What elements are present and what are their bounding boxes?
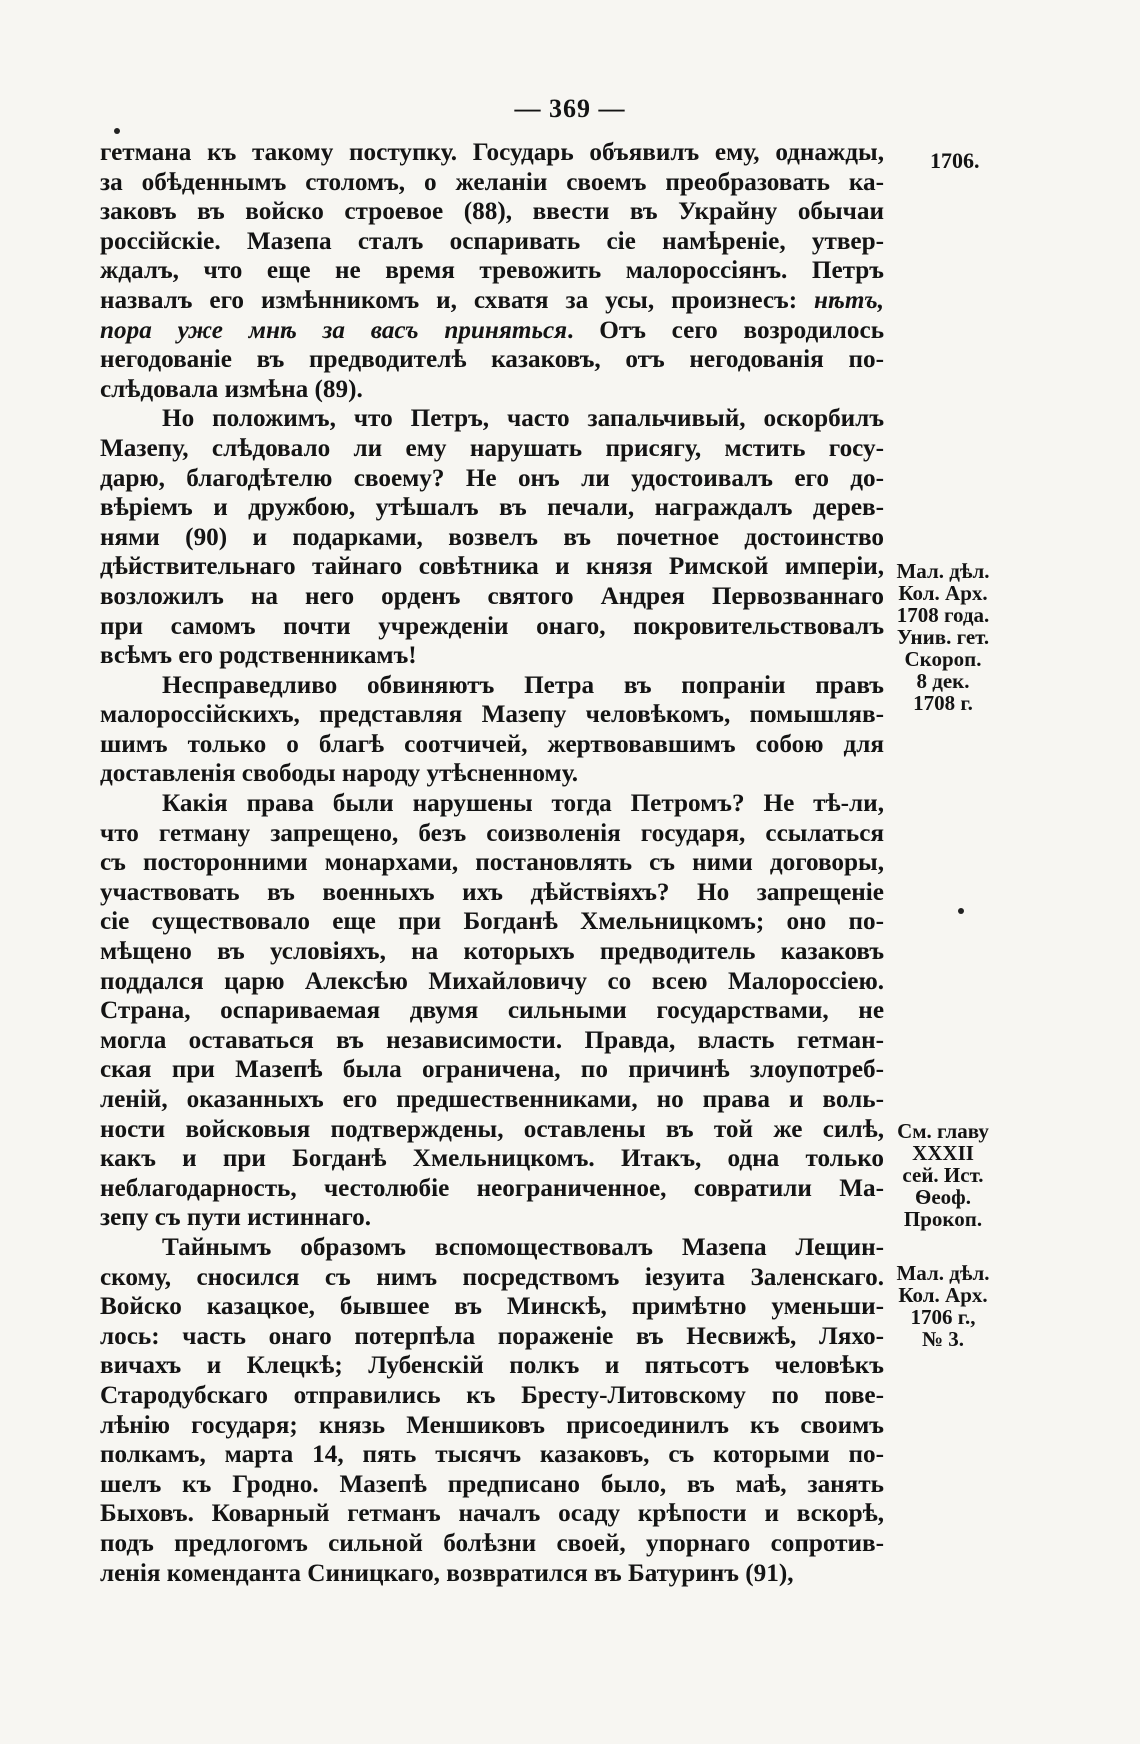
margin-note-line: Прокоп.: [903, 1207, 983, 1231]
text-line: шимъ только о благѣ соотчичей, жертвовавшимъ собою для: [100, 730, 884, 758]
text-line: Стародубскаго отправились къ Бресту-Литовскому по пове-: [100, 1381, 884, 1409]
text-line: поддался царю Алексѣю Михайловичу со всею Малороссіею.: [100, 967, 884, 995]
text-line: шелъ къ Гродно. Мазепѣ предписано было, въ маѣ, занять: [100, 1470, 884, 1498]
margin-note-line: 1706 г.,: [910, 1305, 976, 1329]
margin-note-2: [884, 1120, 1002, 1230]
text-line: скому, сносился съ нимъ посредствомъ іезуита Заленскаго.: [100, 1263, 884, 1291]
text-line: ждалъ, что еще не время тревожить малороссіянъ. Петръ: [100, 257, 884, 285]
text-line: леній, оказанныхъ его предшественниками, но права и воль-: [100, 1086, 884, 1113]
text-line: россійскіе. Мазепа сталъ оспаривать сіе намѣреніе, утвер-: [100, 227, 884, 255]
text-line: заковъ въ войско строевое (88), ввести въ Украйну обычаи: [100, 198, 884, 226]
margin-note-line: № 3.: [921, 1327, 965, 1351]
margin-note-line: Скороп.: [904, 647, 982, 671]
text-line: вичахъ и Клецкѣ; Лубенскій полкъ и пятьсотъ человѣкъ: [100, 1352, 884, 1380]
text-line: вѣріемъ и дружбою, утѣшалъ въ печали, награждалъ дерев-: [100, 494, 884, 522]
text-line: Но положимъ, что Петръ, часто запальчивый, оскорбилъ: [162, 405, 884, 433]
text-line: за обѣденнымъ столомъ, о желаніи своемъ преобразовать ка-: [100, 168, 884, 196]
text-line: при самомъ почти учрежденіи онаго, покровительствовалъ: [100, 612, 884, 640]
text-line: Мазепу, слѣдовало ли ему нарушать присягу, мстить госу-: [100, 434, 884, 462]
text-line: могла оставаться въ независимости. Правда, власть гетман-: [100, 1026, 884, 1054]
margin-note-line: Кол. Арх.: [898, 581, 988, 605]
text-line: Какія права были нарушены тогда Петромъ? Не тѣ-ли,: [162, 790, 884, 818]
margin-note-line: 1708 года.: [896, 603, 990, 627]
text-line: зепу съ пути истиннаго.: [100, 1204, 372, 1232]
margin-note-3: [884, 1262, 1002, 1350]
text-line: ности войсковыя подтверждены, оставлены въ той же силѣ,: [100, 1115, 884, 1143]
text-line: Страна, оспариваемая двумя сильными государствами, не: [100, 997, 884, 1025]
body-text: [100, 138, 884, 1588]
text-line: Войско казацкое, бывшее въ Минскѣ, примѣтно уменьши-: [100, 1293, 884, 1321]
text-line: гетмана къ такому поступку. Государь объявилъ ему, однажды,: [100, 139, 884, 166]
text-line: что гетману запрещено, безъ соизволенія государя, ссылаться: [100, 819, 884, 847]
text-line: возложилъ на него орденъ святого Андрея Первозваннаго: [100, 582, 884, 610]
print-speck: [958, 908, 964, 914]
text-line: лось: часть онаго потерпѣла пораженіе въ Несвижѣ, Ляхо-: [100, 1322, 884, 1350]
text-line: слѣдовала измѣна (89).: [100, 375, 363, 403]
margin-note-line: сей. Ист.: [902, 1163, 984, 1187]
text-line: назвалъ его измѣнникомъ и, схватя за усы, произнесъ: нѣтъ,: [100, 286, 884, 314]
margin-note-1: [884, 560, 1002, 714]
text-line: сіе существовало еще при Богданѣ Хмельницкомъ; оно по-: [100, 908, 884, 936]
text-line: всѣмъ его родственникамъ!: [100, 642, 417, 670]
text-line: ская при Мазепѣ была ограничена, по причинѣ злоупотреб-: [100, 1056, 884, 1084]
text-line: полкамъ, марта 14, пять тысячъ казаковъ, съ которыми по-: [100, 1441, 884, 1469]
text-line: дарю, благодѣтелю своему? Не онъ ли удостоивалъ его до-: [100, 464, 884, 492]
margin-note-line: 8 дек.: [916, 669, 970, 693]
text-line: съ посторонними монархами, постановлять съ ними договоры,: [100, 849, 884, 877]
margin-note-line: Ѳеоф.: [915, 1185, 971, 1209]
text-line: нями (90) и подарками, возвелъ въ почетное достоинство: [100, 523, 884, 551]
text-line: лѣнію государя; князь Меншиковъ присоединилъ къ своимъ: [100, 1411, 884, 1439]
text-line: Быховъ. Коварный гетманъ началъ осаду крѣпости и вскорѣ,: [100, 1500, 884, 1528]
text-line: какъ и при Богданѣ Хмельницкомъ. Итакъ, одна только: [100, 1145, 884, 1173]
print-speck: [114, 128, 120, 134]
margin-year-note: 1706.: [930, 148, 980, 173]
text-line: участвовать въ военныхъ ихъ дѣйствіяхъ? Но запрещеніе: [100, 878, 884, 906]
text-line: мѣщено въ условіяхъ, на которыхъ предводитель казаковъ: [100, 938, 884, 966]
margin-note-line: См. главу: [897, 1119, 989, 1143]
text-line: Несправедливо обвиняютъ Петра въ попраніи правъ: [162, 671, 884, 699]
margin-note-line: Мал. дѣл.: [896, 1261, 990, 1285]
page-number: — 369 —: [514, 94, 626, 123]
text-line: подъ предлогомъ сильной болѣзни своей, упорнаго сопротив-: [100, 1529, 884, 1557]
margin-note-line: Мал. дѣл.: [896, 559, 990, 583]
text-line: Тайнымъ образомъ вспомоществовалъ Мазепа Лещин-: [162, 1233, 884, 1261]
text-line: негодованіе въ предводителѣ казаковъ, отъ негодованія по-: [100, 346, 884, 374]
margin-note-line: Кол. Арх.: [898, 1283, 988, 1307]
text-line: ленія коменданта Синицкаго, возвратился въ Батуринъ (91),: [100, 1559, 794, 1587]
margin-note-line: 1708 г.: [913, 691, 973, 715]
text-line: доставленія свободы народу утѣсненному.: [100, 760, 579, 788]
text-line: дѣйствительнаго тайнаго совѣтника и князя Римской имперіи,: [100, 553, 884, 581]
text-line: неблагодарность, честолюбіе неограниченное, совратили Ма-: [100, 1174, 884, 1202]
margin-note-line: XXXII: [912, 1141, 974, 1165]
text-line: малороссійскихъ, представляя Мазепу человѣкомъ, помышляв-: [100, 701, 884, 729]
text-line: пора уже мнѣ за васъ приняться. Отъ сего возродилось: [100, 316, 884, 344]
margin-note-line: Унив. гет.: [896, 625, 990, 649]
